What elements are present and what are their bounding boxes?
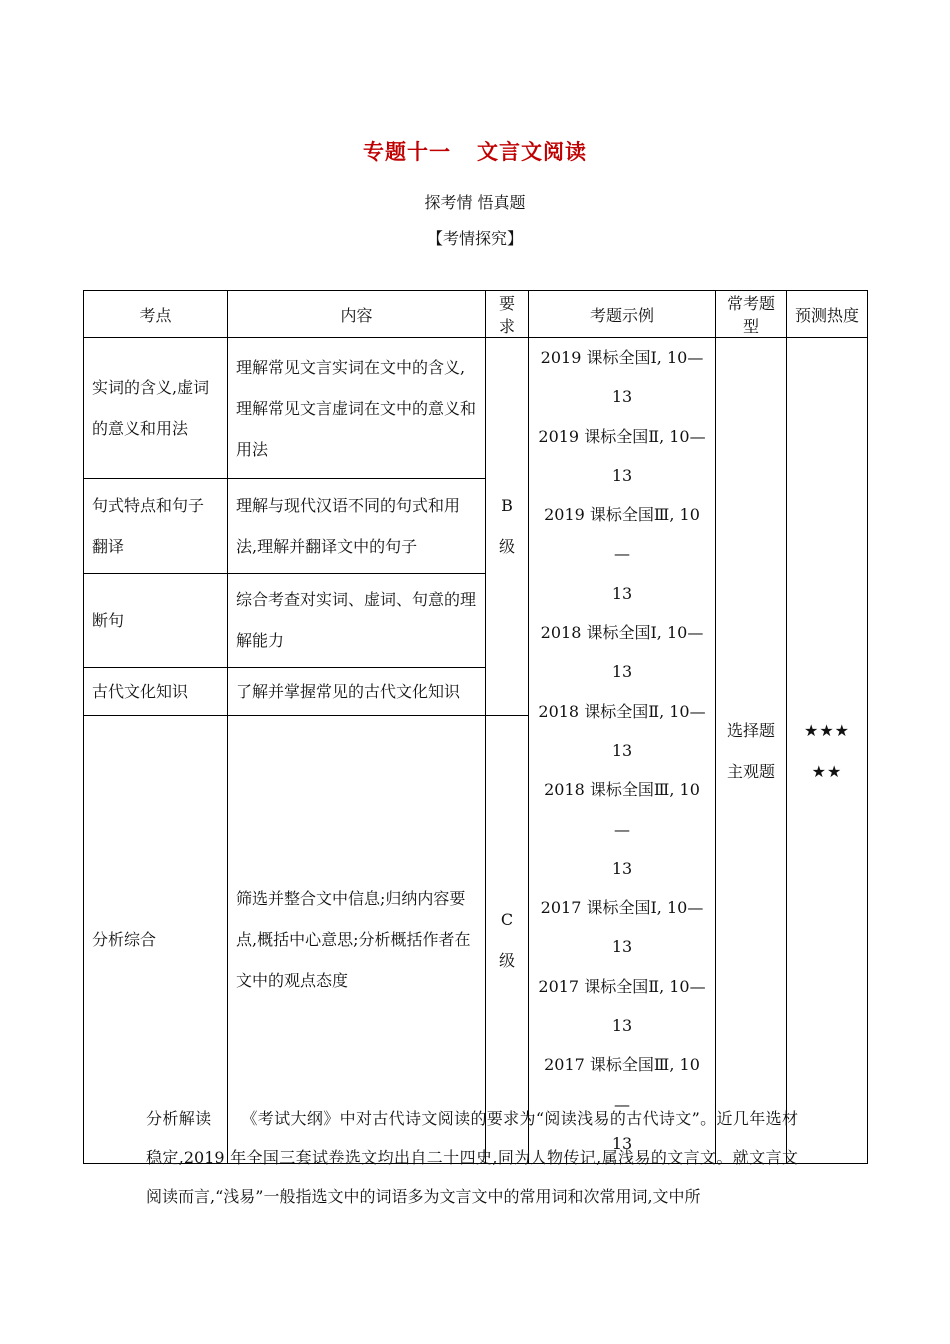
header-question-type: 常考题型 <box>716 291 787 338</box>
heat-stars-line-1: ★★★ <box>803 720 851 740</box>
table-row <box>84 338 868 479</box>
exam-example: 2017 课标全国Ⅰ, 10— 13 <box>540 898 704 957</box>
cell-heat <box>787 338 868 1164</box>
exam-example: 2017 课标全国Ⅲ, 10— 13 <box>544 1055 700 1153</box>
title-part-1: 专题十一 <box>363 139 451 164</box>
cell-point: 古代文化知识 <box>84 668 228 716</box>
cell-question-types <box>716 338 787 1164</box>
exam-example: 2018 课标全国Ⅲ, 10— 13 <box>544 780 700 878</box>
cell-content: 了解并掌握常见的古代文化知识 <box>228 668 486 716</box>
cell-content: 理解与现代汉语不同的句式和用法,理解并翻译文中的句子 <box>228 479 486 573</box>
cell-content: 理解常见文言实词在文中的含义,理解常见文言虚词在文中的意义和用法 <box>228 338 486 479</box>
exam-example: 2017 课标全国Ⅱ, 10— 13 <box>538 976 706 1036</box>
exam-example: 2018 课标全国Ⅱ, 10— 13 <box>538 701 706 760</box>
cell-requirement-b: B级 <box>486 338 529 716</box>
table-header-row <box>84 291 868 338</box>
heat-stars-line-2: ★★ <box>811 761 843 781</box>
exam-example: 2019 课标全国Ⅲ, 10— 13 <box>544 505 700 603</box>
cell-point: 实词的含义,虚词的意义和用法 <box>84 338 228 479</box>
exam-example: 2018 课标全国Ⅰ, 10— 13 <box>540 623 704 682</box>
cell-point: 断句 <box>84 573 228 667</box>
exam-example: 2019 课标全国Ⅱ, 10— 13 <box>538 426 706 485</box>
header-requirement: 要求 <box>486 291 529 338</box>
cell-content: 筛选并整合文中信息;归纳内容要点,概括中心意思;分析概括作者在文中的观点态度 <box>228 715 486 1163</box>
cell-content: 综合考查对实词、虚词、句意的理解能力 <box>228 573 486 667</box>
cell-requirement-c: C级 <box>486 715 529 1163</box>
title-part-2: 文言文阅读 <box>477 139 587 164</box>
header-example: 考题示例 <box>529 291 716 338</box>
cell-examples <box>529 338 716 1164</box>
question-type-subjective: 主观题 <box>726 761 775 781</box>
question-type-choice: 选择题 <box>726 720 775 740</box>
cell-point: 分析综合 <box>84 715 228 1163</box>
header-point: 考点 <box>84 291 228 338</box>
header-heat: 预测热度 <box>787 291 868 338</box>
exam-example: 2019 课标全国Ⅰ, 10— 13 <box>540 348 704 407</box>
section-label: 【考情探究】 <box>426 229 523 248</box>
page-subtitle: 探考情 悟真题 <box>424 193 526 212</box>
analysis-text: 《考试大纲》中对古代诗文阅读的要求为“阅读浅易的古代诗文”。近几年选材稳定,2019 年全国三套试卷选文均出自二十四史,同为人物传记,属浅易的文言文。就文言文阅读而言,“浅易”一般指选文中的词语多为文言文中的常用词和次常用词,文中所 <box>146 1109 798 1206</box>
analysis-label: 分析解读 <box>146 1109 212 1128</box>
page-title <box>0 136 950 166</box>
exam-overview-table <box>83 290 868 1164</box>
header-content: 内容 <box>228 291 486 338</box>
analysis-paragraph <box>146 1099 798 1216</box>
cell-point: 句式特点和句子翻译 <box>84 479 228 573</box>
